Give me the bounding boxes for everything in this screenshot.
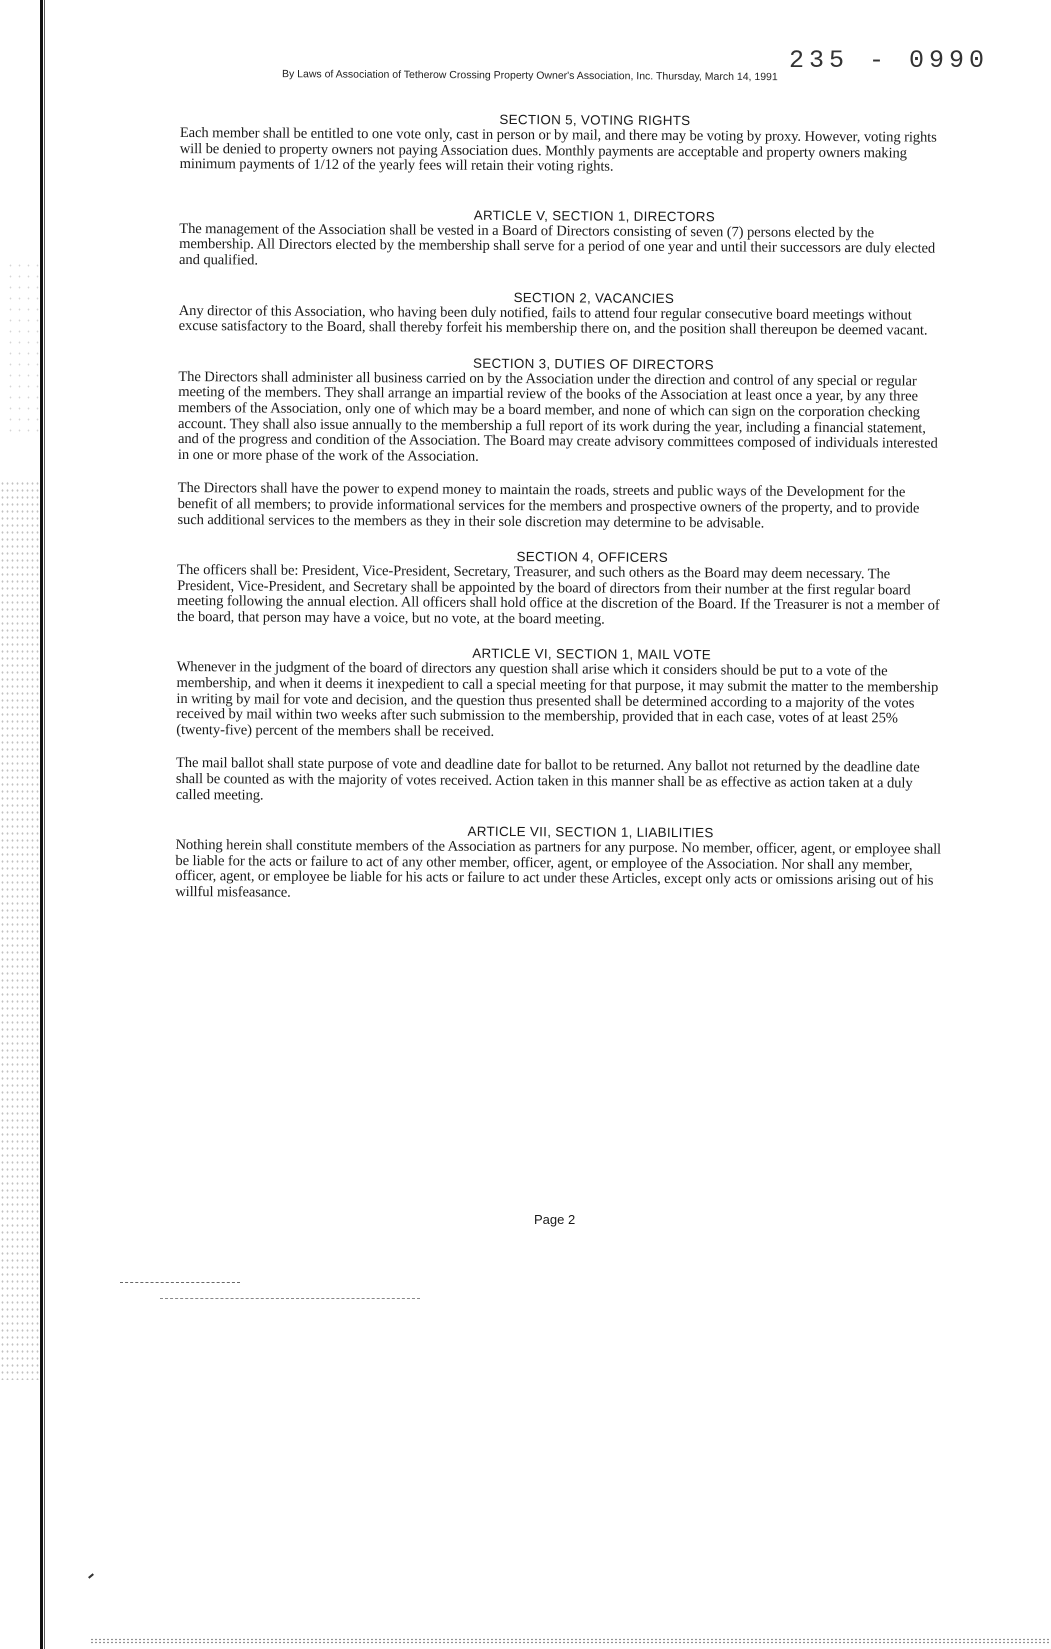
scan-noise-bottom: [90, 1638, 1050, 1644]
section-paragraph: Nothing herein shall constitute members of the Association as partners for any purpose. No member, officer, agent, or employee shall be liable for the acts or failure to act of any other member, officer, agent, or employee of the Association. Nor shall any member, officer, agent, or employee be liable for his acts or failure to act under these Articles, except only acts or omissions arising out of his willful misfeasance.: [175, 837, 942, 901]
section-heading: SECTION 3, DUTIES OF DIRECTORS: [472, 355, 714, 373]
document-body: [175, 110, 950, 905]
scan-artifact-dash-2: [160, 1298, 420, 1300]
section-liabilities: [175, 822, 945, 905]
recording-stamp-number: 235 - 0990: [788, 46, 989, 75]
section-heading: ARTICLE V, SECTION 1, DIRECTORS: [473, 207, 716, 225]
section-heading: SECTION 5, VOTING RIGHTS: [499, 111, 691, 129]
section-heading: ARTICLE VII, SECTION 1, LIABILITIES: [467, 823, 714, 841]
scan-noise-left-upper: [6, 260, 40, 440]
section-paragraph: The management of the Association shall be vested in a Board of Directors consisting of seven (7) persons elected by the membership. All Directors elected by the membership shall serve for a period of one year and until their successors are duly elected and qualified.: [179, 220, 936, 269]
section-duties-of-directors: [177, 354, 948, 533]
section-voting-rights: [180, 110, 950, 177]
section-directors: [179, 206, 949, 273]
section-heading: SECTION 2, VACANCIES: [513, 289, 675, 306]
section-mail-vote: [176, 644, 947, 807]
section-officers: [177, 547, 947, 630]
section-heading: ARTICLE VI, SECTION 1, MAIL VOTE: [472, 646, 712, 663]
binding-edge-line: [40, 0, 43, 1649]
section-vacancies: [179, 288, 949, 340]
section-paragraph: The Directors shall administer all business carried on by the Association under the direction and control of any special or regular meeting of the members. They shall arrange an impartial review of the books of the Association at least once a year, by any three members of the Association, only one of which may be a board member, and none of which can sign on the corporation checking account. They shall also issue annually to the membership a full report of its work during the year, including a financial statement, and of the progress and condition of the Association. The Board may create advisory committees composed of individuals interested in one or more phase of the work of the Association.: [177, 368, 938, 465]
section-paragraph: The Directors shall have the power to expend money to maintain the roads, streets and public ways of the Development for the benefit of all members; to provide informational services for the members and prospective owners of the property, and to provide such additional services to the members as they in their sole discretion may determine to be advisable.: [177, 480, 920, 532]
section-paragraph: The mail ballot shall state purpose of vote and deadline date for ballot to be returned. Any ballot not returned by the deadline date shall be counted as with the majority of votes received. Action taken in this manner shall be as effective as action taken at a duly called meeting.: [175, 755, 920, 804]
section-paragraph: Any director of this Association, who having been duly notified, fails to attend four regular consecutive board meetings without excuse satisfactory to the Board, shall thereby forfeit his membership there on, and the position shall thereupon be deemed vacant.: [178, 302, 928, 339]
scan-artifact-mark: [88, 1573, 94, 1578]
section-paragraph: The officers shall be: President, Vice-President, Secretary, Treasurer, and such others as the Board may deem necessary. The President, Vice-President, and Secretary shall be appointed by the board of directors from their number at the first regular board meeting following the annual election. All officers shall hold office at the discretion of the Board. If the Treasurer is not a member of the board, that person may have a voice, but no vote, at the board meeting.: [176, 562, 940, 628]
running-header: By Laws of Association of Tetherow Crossing Property Owner's Association, Inc. Thursday, March 14, 1991: [281, 68, 778, 84]
scan-artifact-dash: [120, 1282, 240, 1284]
section-heading: SECTION 4, OFFICERS: [516, 549, 669, 566]
section-paragraph: Each member shall be entitled to one vote only, cast in person or by mail, and there may be voting by proxy. However, voting rights will be denied to property owners not paying Association dues. Monthly payments are acceptable and property owners making minimum payments of 1/12 of the yearly fees will retain their voting rights.: [179, 124, 937, 175]
binding-edge-line-secondary: [44, 0, 45, 1649]
scan-noise-left: [0, 480, 40, 1380]
page-number: Page 2: [534, 1212, 576, 1227]
section-paragraph: Whenever in the judgment of the board of directors any question shall arise which it considers should be put to a vote of the membership, and when it deems it inexpedient to call a special meeting for that purpose, it may submit the matter to the membership in writing by mail for vote and decision, and the question thus presented shall be determined according to a majority of the votes received by mail within two weeks after such submission to the membership, provided that in each case, votes of at least 25% (twenty-five) percent of the members shall be received.: [176, 659, 939, 740]
